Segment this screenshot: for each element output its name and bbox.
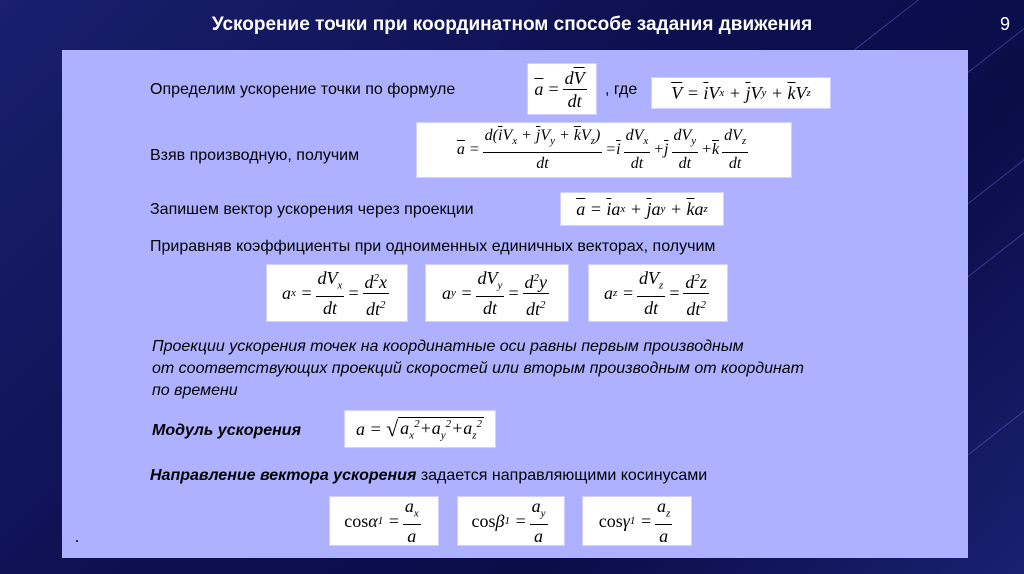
derivative-text: Взяв производную, получим: [150, 147, 360, 164]
projection-statement-line2: от соответствующих проекций скоростей или вторым производным от координат: [152, 360, 805, 377]
projection-statement-line3: по времени: [152, 382, 238, 399]
direction-rest-text: задается направляющими косинусами: [416, 467, 708, 484]
projection-statement-line1: Проекции ускорения точек на координатные оси равны первым производным: [152, 338, 744, 355]
formula-magnitude: a = √ $a_x^2+a_y^2+a_z^2$: [344, 410, 496, 448]
formula-derivative: $\overline{a}$ = $\frac{d(\overline{i}V_x + \overline{j}V_y + \overline{k}V_z)}{dt}$ = $\overline{i}$ $\frac{dV_x}{dt}$ + $\overline{j}$ $\frac{dV_y}{dt}$ + $\overline{k}$ $\frac{dV_z}{dt}$: [416, 122, 792, 178]
equate-text: Приравняв коэффициенты при одноименных единичных векторах, получим: [150, 238, 716, 255]
formula-cos-alpha: cos α 1 = $\frac{a_x}{a}$: [329, 496, 439, 546]
slide-title: Ускорение точки при координатном способе задания движения: [211, 14, 813, 35]
formula-velocity-vector: $\overline{V}$ = $\overline{i}$ V x + $\overline{j}$ V y + $\overline{k}$ V z: [651, 77, 831, 109]
formula-az: a z = $\frac{dV_z}{dt}$ = $\frac{d^2z}{dt^2}$: [588, 264, 728, 322]
formula-ay: a y = $\frac{dV_y}{dt}$ = $\frac{d^2y}{dt^2}$: [425, 264, 569, 322]
decorative-dot: [76, 540, 78, 542]
slide-number: 9: [999, 14, 1010, 34]
formula-cos-gamma: cos γ 1 = $\frac{a_z}{a}$: [582, 496, 692, 546]
formula-cos-beta: cos β 1 = $\frac{a_y}{a}$: [457, 496, 565, 546]
where-text: , где: [605, 81, 638, 98]
direction-text: [150, 467, 707, 485]
formula-ax: a x = $\frac{dV_x}{dt}$ = $\frac{d^2x}{dt^2}$: [266, 264, 408, 322]
formula-accel-projections: $\overline{a}$ = $\overline{i}$ a x + $\overline{j}$ a y + $\overline{k}$ a z: [560, 192, 724, 226]
direction-bold-text: Направление вектора ускорения: [150, 467, 417, 484]
projections-text: Запишем вектор ускорения через проекции: [150, 201, 474, 218]
formula-accel-definition: $\overline{a}$ = $\frac{d\overline{V}}{dt}$: [527, 63, 597, 115]
magnitude-label: Модуль ускорения: [152, 422, 301, 439]
define-text: Определим ускорение точки по формуле: [150, 81, 456, 98]
